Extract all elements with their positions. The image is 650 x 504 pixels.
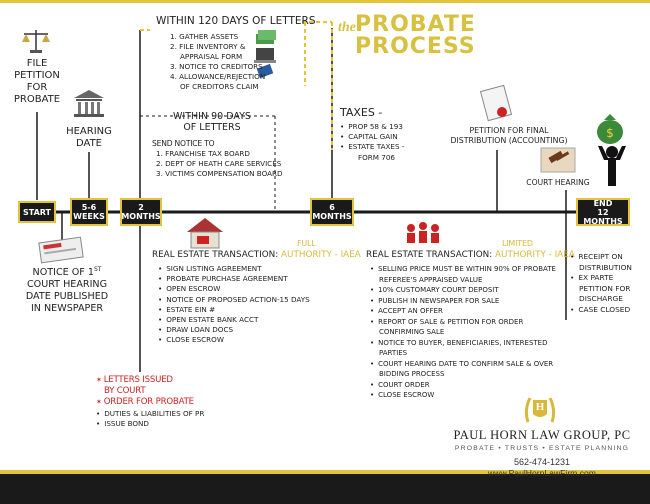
limited-iaea-item: REFEREE'S APPRAISED VALUE bbox=[379, 275, 483, 284]
firm-info bbox=[432, 428, 650, 478]
house-sale-icon bbox=[187, 218, 223, 248]
file-petition-line: PETITION bbox=[14, 70, 60, 81]
notice-label bbox=[22, 264, 112, 315]
petition-final-line: DISTRIBUTION (ACCOUNTING) bbox=[450, 136, 568, 145]
limited-iaea-item: PARTIES bbox=[379, 349, 408, 357]
milestone-end bbox=[576, 198, 630, 226]
limited-iaea-item: • NOTICE TO BUYER, BENEFICIARIES, INTERESTED bbox=[370, 338, 570, 349]
file-petition-label bbox=[6, 58, 68, 106]
full-iaea-item: • CLOSE ESCROW bbox=[158, 335, 328, 345]
within90-header-line: OF LETTERS bbox=[183, 122, 241, 133]
within120-item: APPRAISAL FORM bbox=[180, 52, 243, 61]
document-icon bbox=[481, 85, 512, 120]
full-iaea-item: • PROBATE PURCHASE AGREEMENT bbox=[158, 274, 328, 284]
end-list bbox=[570, 252, 648, 315]
limited-iaea-item: CONFIRMING SALE bbox=[379, 328, 445, 336]
limited-iaea-item: • COURT HEARING DATE TO CONFIRM SALE & OVER bbox=[370, 359, 570, 370]
full-iaea-prefix: REAL ESTATE TRANSACTION: bbox=[152, 250, 279, 260]
svg-text:$: $ bbox=[606, 126, 614, 140]
end-item: DISTRIBUTION bbox=[579, 262, 632, 272]
within120-header: WITHIN 120 DAYS OF LETTERS bbox=[156, 15, 316, 27]
title-prefix: the bbox=[338, 20, 356, 35]
taxes-item: • PROP 58 & 193 bbox=[340, 122, 420, 132]
letters-item: • ISSUE BOND bbox=[96, 419, 236, 429]
limited-iaea-item: • ACCEPT AN OFFER bbox=[370, 306, 570, 317]
milestone-end-line: 12 MONTHS bbox=[583, 207, 623, 226]
taxes-list bbox=[340, 122, 420, 163]
milestone-end-line: END bbox=[593, 198, 613, 208]
letters-red1b: BY COURT bbox=[104, 386, 146, 396]
milestone-weeks-line: WEEKS bbox=[73, 212, 105, 221]
hearing-date-line: DATE bbox=[75, 138, 102, 149]
within90-item: 3. VICTIMS COMPENSATION BOARD bbox=[156, 169, 283, 178]
notice-line bbox=[22, 264, 112, 279]
milestone-weeks bbox=[70, 198, 108, 226]
end-item: DISCHARGE bbox=[579, 294, 623, 303]
milestone-2months bbox=[120, 198, 162, 226]
limited-iaea-list bbox=[370, 264, 570, 401]
hearing-date-line: HEARING bbox=[66, 126, 112, 137]
letters-list bbox=[96, 409, 236, 429]
milestone-start: START bbox=[18, 201, 56, 223]
limited-iaea-item: • CLOSE ESCROW bbox=[370, 390, 570, 401]
milestone-2m-line: 2 bbox=[138, 203, 144, 212]
within90-header-line: WITHIN 90 DAYS bbox=[173, 111, 251, 122]
limited-iaea-tag: AUTHORITY - IAEA bbox=[495, 250, 575, 260]
within120-item: 2. FILE INVENTORY & bbox=[170, 42, 246, 51]
firm-name: PAUL HORN LAW GROUP, PC bbox=[453, 428, 631, 442]
within90-intro: SEND NOTICE TO bbox=[152, 139, 215, 148]
full-iaea-item: • ESTATE EIN # bbox=[158, 305, 328, 315]
within120-item: 1. GATHER ASSETS bbox=[170, 32, 239, 41]
limited-iaea-item: • REPORT OF SALE & PETITION FOR ORDER bbox=[370, 317, 570, 328]
milestone-weeks-line: 5-6 bbox=[81, 203, 97, 212]
limited-iaea-item: • PUBLISH IN NEWSPAPER FOR SALE bbox=[370, 296, 570, 307]
milestone-6months bbox=[310, 198, 354, 226]
file-petition-line: PROBATE bbox=[13, 94, 61, 105]
logo-letter: H bbox=[535, 401, 545, 413]
limited-tag-top: LIMITED bbox=[502, 239, 533, 248]
limited-iaea-header bbox=[366, 250, 575, 261]
notice-line: DATE PUBLISHED bbox=[25, 291, 109, 303]
petition-final-label bbox=[444, 126, 574, 146]
within120-list bbox=[170, 32, 310, 92]
file-petition-line: FILE bbox=[26, 58, 48, 69]
letters-item: • DUTIES & LIABILITIES OF PR bbox=[96, 409, 236, 419]
within120-item: 4. ALLOWANCE/REJECTION bbox=[170, 72, 266, 81]
limited-iaea-item: • 10% CUSTOMARY COURT DEPOSIT bbox=[370, 285, 570, 296]
milestone-6m-line: 6 bbox=[329, 203, 335, 212]
end-item: PETITION FOR bbox=[579, 283, 631, 293]
notice-line: COURT HEARING bbox=[26, 279, 108, 291]
petition-final-line: PETITION FOR FINAL bbox=[469, 126, 549, 135]
taxes-header: TAXES - bbox=[340, 106, 383, 119]
celebrating-person-icon bbox=[598, 146, 626, 186]
full-tag-top: FULL bbox=[297, 239, 316, 248]
end-item: • EX PARTE bbox=[570, 273, 648, 284]
within90-block bbox=[152, 138, 283, 179]
gavel-icon bbox=[541, 148, 575, 172]
milestone-2m-line: MONTHS bbox=[121, 212, 161, 221]
full-iaea-item: • OPEN ESTATE BANK ACCT bbox=[158, 315, 328, 325]
court-hearing-label: COURT HEARING bbox=[526, 178, 590, 187]
file-petition-line: FOR bbox=[26, 82, 48, 93]
letters-red1: ✶ LETTERS ISSUED bbox=[96, 375, 173, 385]
end-item: • RECEIPT ON bbox=[570, 252, 648, 263]
courthouse-icon bbox=[74, 90, 104, 117]
letters-block bbox=[96, 375, 236, 429]
full-iaea-item: • DRAW LOAN DOCS bbox=[158, 325, 328, 335]
full-iaea-item: • NOTICE OF PROPOSED ACTION-15 DAYS bbox=[158, 295, 328, 305]
taxes-item: • CAPITAL GAIN bbox=[340, 132, 420, 142]
newspaper-icon bbox=[39, 237, 83, 263]
within120-item: OF CREDITORS CLAIM bbox=[180, 82, 259, 91]
letters-red1a: LETTERS ISSUED bbox=[103, 375, 173, 385]
taxes-item: FORM 706 bbox=[358, 152, 395, 162]
notice-line1: NOTICE OF 1 bbox=[32, 267, 94, 279]
notice-line: IN NEWSPAPER bbox=[30, 303, 104, 315]
end-item: • CASE CLOSED bbox=[570, 305, 648, 316]
limited-iaea-item: BIDDING PROCESS bbox=[379, 370, 445, 378]
firm-tagline: PROBATE • TRUSTS • ESTATE PLANNING bbox=[454, 445, 630, 452]
auction-icon bbox=[407, 222, 439, 243]
title-line2: PROCESS bbox=[355, 34, 476, 59]
letters-red2-text: ORDER FOR PROBATE bbox=[103, 397, 194, 407]
limited-iaea-item: • COURT ORDER bbox=[370, 380, 570, 391]
full-iaea-list bbox=[158, 264, 328, 346]
within90-item: 2. DEPT OF HEATH CARE SERVICES bbox=[156, 159, 282, 168]
within90-item: 1. FRANCHISE TAX BOARD bbox=[156, 149, 250, 158]
limited-iaea-prefix: REAL ESTATE TRANSACTION: bbox=[366, 250, 493, 260]
within90-header bbox=[156, 111, 268, 133]
title-line1: PROBATE bbox=[355, 12, 476, 37]
firm-logo bbox=[522, 392, 558, 428]
within90-list bbox=[152, 149, 283, 179]
limited-iaea-item: • SELLING PRICE MUST BE WITHIN 90% OF PROBATE bbox=[370, 264, 570, 275]
full-iaea-header bbox=[152, 250, 361, 261]
firm-phone: 562-474-1231 bbox=[513, 457, 571, 467]
hearing-date-label bbox=[60, 126, 118, 150]
full-iaea-tag: AUTHORITY - IAEA bbox=[281, 250, 361, 260]
scales-icon bbox=[22, 30, 50, 53]
within120-item: 3. NOTICE TO CREDITORS bbox=[170, 62, 263, 71]
firm-website[interactable]: www.PaulHornLawFirm.com bbox=[488, 468, 596, 478]
full-iaea-item: • OPEN ESCROW bbox=[158, 284, 328, 294]
notice-sup: ST bbox=[93, 266, 102, 273]
full-iaea-item: • SIGN LISTING AGREEMENT bbox=[158, 264, 328, 274]
money-bag-icon bbox=[597, 114, 623, 144]
letters-red2: ✶ ORDER FOR PROBATE bbox=[96, 397, 194, 407]
milestone-6m-line: MONTHS bbox=[312, 212, 352, 221]
taxes-item: • ESTATE TAXES - bbox=[340, 142, 420, 152]
